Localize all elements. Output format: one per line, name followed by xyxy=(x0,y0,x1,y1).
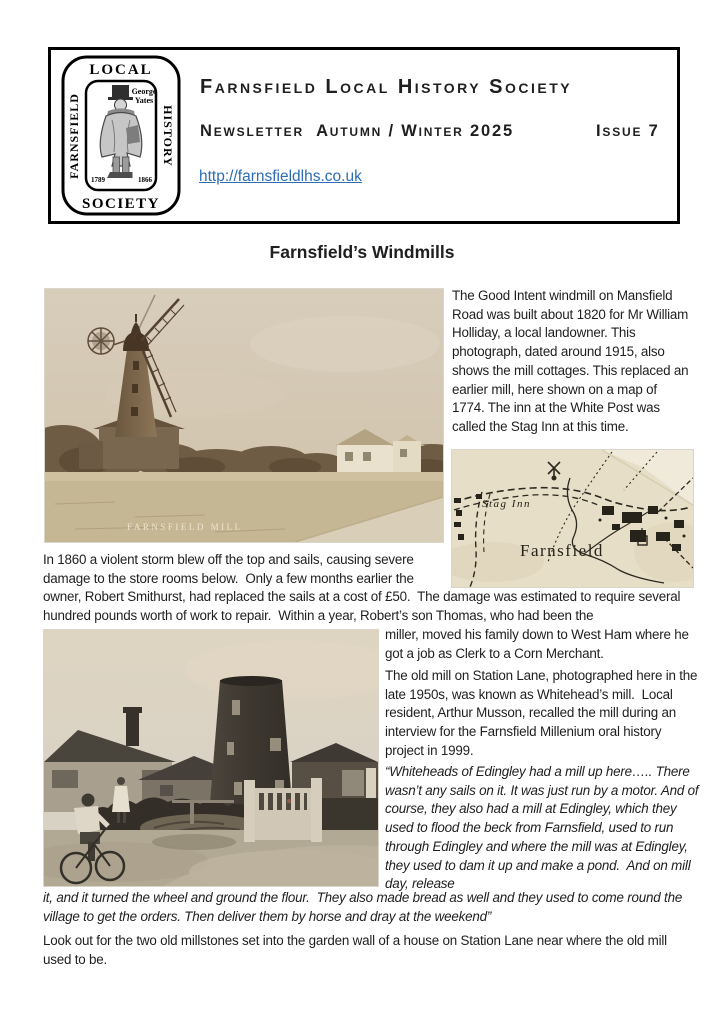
newsletter-edition: Newsletter Autumn / Winter 2025 xyxy=(200,122,514,140)
quote-paragraph-part1: “Whiteheads of Edingley had a mill up here….. There wasn’t any sails on it. It was just run by a motor. And of course, they also had a mill at Edingley, which they used to flood the beck from Farnsfield, used to run through Edingley and where the mill was at Edingley, they used to dam it up and make a pond. And on mill day, release xyxy=(385,764,702,892)
newsletter-title: Farnsfield Local History Society xyxy=(200,76,573,98)
station-lane-mill-photo xyxy=(44,630,378,886)
website-link-row xyxy=(199,168,362,186)
logo-figure-last-name: Yates xyxy=(134,96,154,105)
logo-text-bottom: SOCIETY xyxy=(81,196,161,212)
closing-paragraph: Look out for the two old millstones set into the garden wall of a house on Station Lane near where the old mill used to be. xyxy=(43,933,671,967)
map-label-farnsfield: Farnsfield xyxy=(520,541,604,560)
website-link[interactable]: http://farnsfieldlhs.co.uk xyxy=(199,168,362,185)
good-intent-windmill-photo xyxy=(45,289,443,542)
storm-paragraph-part1: In 1860 a violent storm blew off the top and sails, causing severe damage to the store rooms below. Only a few months earlier the xyxy=(43,552,418,586)
article-heading: Farnsfield’s Windmills xyxy=(269,242,455,262)
society-logo xyxy=(60,54,182,217)
logo-text-right: HISTORY xyxy=(161,105,175,167)
issue-number: Issue 7 xyxy=(596,122,660,140)
logo-year-right: 1866 xyxy=(138,176,152,184)
logo-text-top: LOCAL xyxy=(89,62,153,78)
masthead-box xyxy=(48,47,680,224)
logo-year-left: 1789 xyxy=(91,176,105,184)
quote-paragraph-part2: it, and it turned the wheel and ground the flour. They also made bread as well and they used to come round the village to get the orders. Then deliver them by horse and dray at the weekend” xyxy=(43,890,686,924)
photo1-caption: FARNSFIELD MILL xyxy=(127,522,243,532)
intro-paragraph: The Good Intent windmill on Mansfield Road was built about 1820 for Mr William Holliday, a local landowner. This photograph, dated around 1915, also shows the mill cottages. This replaced an earlier mill, here shown on a map of 1774. The inn at the White Post was called the Stag Inn at this time. xyxy=(452,288,692,434)
storm-paragraph-part3: miller, moved his family down to West Ham where he got a job as Clerk to a Corn Merchant. xyxy=(385,627,693,661)
station-lane-paragraph: The old mill on Station Lane, photographed here in the late 1950s, was known as Whitehead’s mill. Local resident, Arthur Musson, recalled the mill during an interview for the Farnsfield Millenium oral history project in 1999. xyxy=(385,668,701,758)
map-label-stag-inn: Stag Inn xyxy=(482,498,531,510)
logo-figure-first-name: George xyxy=(131,87,157,96)
logo-text-left: FARNSFIELD xyxy=(67,93,81,179)
storm-paragraph-part2: owner, Robert Smithurst, had replaced the sails at a cost of £50. The damage was estimated to require several hundred pounds worth of work to repair. Within a year, Robert’s son Thomas, who had been the xyxy=(43,589,684,623)
map-1774-image xyxy=(452,450,693,587)
